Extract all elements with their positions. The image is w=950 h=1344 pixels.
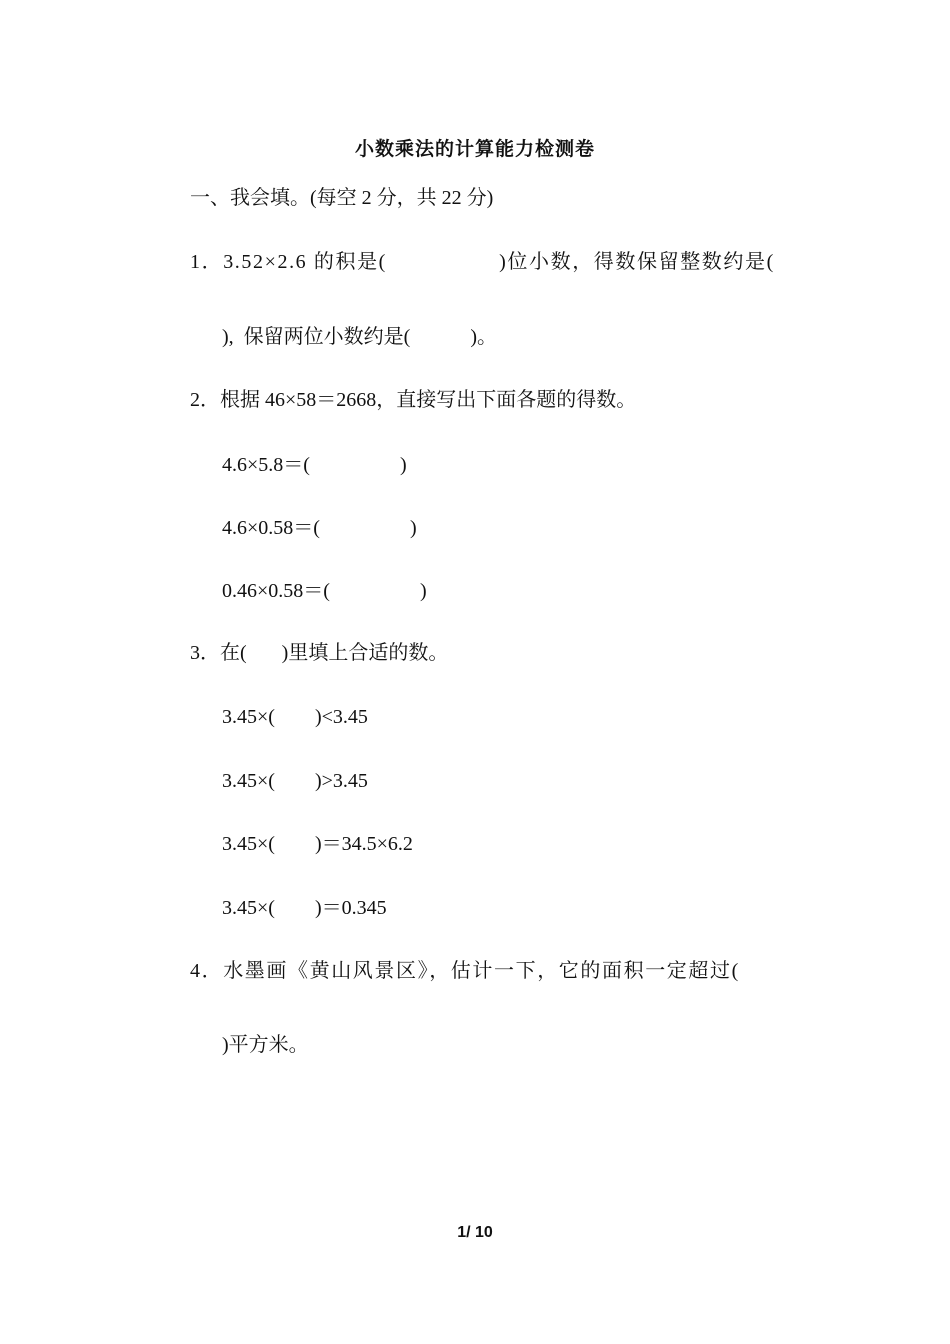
question-4-line-2: )平方米。 xyxy=(222,1034,309,1056)
question-4-line-1: 4．水墨画《黄山风景区》，估计一下，它的面积一定超过( xyxy=(190,960,740,982)
question-2-item: 4.6×5.8＝( ) xyxy=(222,454,407,476)
question-3-item: 3.45×( )＝0.345 xyxy=(222,897,387,919)
question-3-item: 3.45×( )＝34.5×6.2 xyxy=(222,833,413,855)
question-3-item: 3.45×( )>3.45 xyxy=(222,770,368,792)
page-number: 1/ 10 xyxy=(457,1224,493,1241)
question-3-stem: 3．在( )里填上合适的数。 xyxy=(190,642,449,664)
question-2-stem: 2．根据 46×58＝2668，直接写出下面各题的得数。 xyxy=(190,389,637,411)
page-title: 小数乘法的计算能力检测卷 xyxy=(354,139,595,160)
question-1-line-1: 1．3.52×2.6 的积是( )位小数，得数保留整数约是( xyxy=(190,251,775,273)
question-1-line-2: ), 保留两位小数约是( )。 xyxy=(222,326,497,348)
section-heading: 一、我会填。(每空 2 分，共 22 分) xyxy=(190,187,494,209)
question-3-item: 3.45×( )<3.45 xyxy=(222,706,368,728)
question-2-item: 0.46×0.58＝( ) xyxy=(222,580,427,602)
question-2-item: 4.6×0.58＝( ) xyxy=(222,517,417,539)
